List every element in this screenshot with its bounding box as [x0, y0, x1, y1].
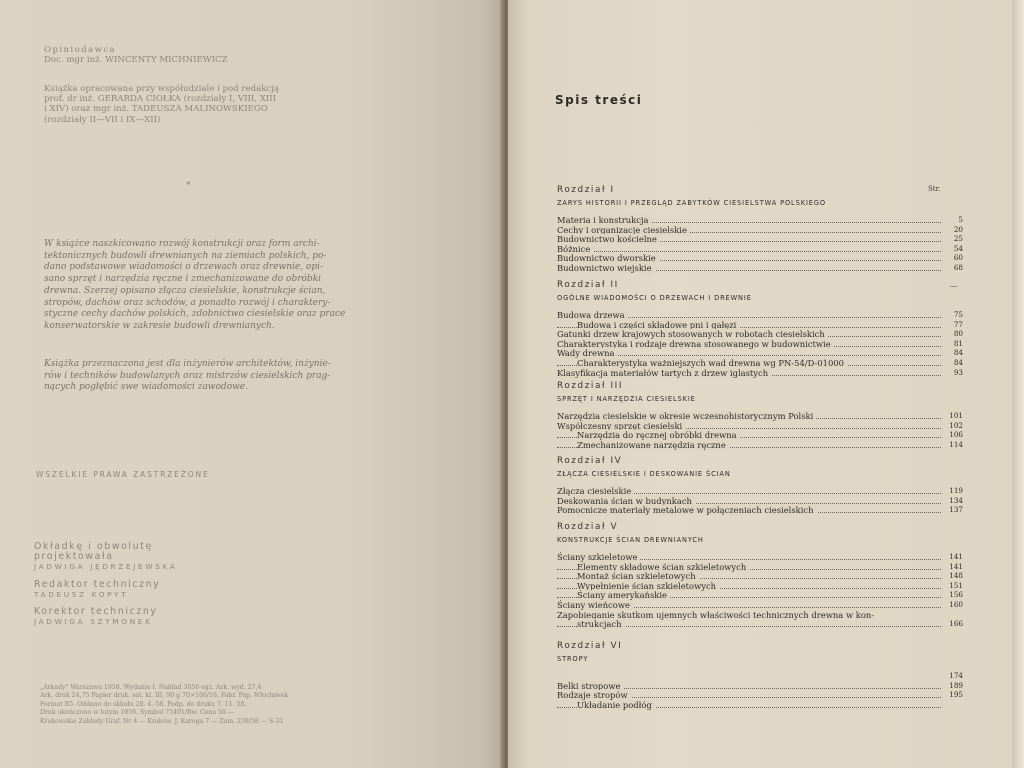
- chapter-title: SPRZĘT I NARZĘDZIA CIESIELSKIE: [557, 395, 696, 403]
- toc-entry-page: 174: [949, 671, 963, 680]
- credit-name: JADWIGA SZYMONEK: [34, 617, 153, 627]
- chapter-label: Rozdział VI: [557, 641, 623, 651]
- toc-entry-text: Narzędzia do ręcznej obróbki drewna: [577, 430, 740, 440]
- imprint-line: Format B5. Oddano do składu 28. 4. 58. Podp. do druku 7. 11. 58.: [40, 700, 247, 708]
- toc-entry-page: 102: [949, 420, 963, 430]
- editors-line: i XIV) oraz mgr inż. TADEUSZA MALINOWSKIEGO: [44, 104, 268, 115]
- toc-entry-text: Montaż ścian szkieletowych: [577, 571, 699, 581]
- toc-entry: [557, 619, 963, 629]
- toc-entry: [557, 552, 963, 562]
- toc-entry-page: 141: [949, 552, 963, 561]
- toc-entry: [557, 253, 963, 263]
- toc-entry-text: Zmechanizowane narzędzia ręczne: [577, 440, 729, 450]
- book-audience: [44, 359, 331, 394]
- chapter-label: Rozdział II: [557, 280, 619, 290]
- toc-entry-text: Budownictwo kościelne: [557, 234, 660, 244]
- toc-entry-page: 68: [953, 263, 963, 272]
- toc-entry: [557, 215, 963, 225]
- toc-entry: [557, 690, 963, 700]
- imprint-line: Druk ukończono w lutym 1959. Symbol 75401/Bw. Cena 50.—: [40, 709, 235, 717]
- toc-entry: [557, 329, 963, 339]
- credit-title: projektowała: [34, 551, 114, 563]
- toc-entry-text: Klasyfikacja materiałów tartych z drzew iglastych: [557, 368, 771, 378]
- toc-entry-text: Wypełnienie ścian szkieletowych: [577, 581, 719, 591]
- toc-entry-page: 60: [953, 253, 963, 263]
- toc-entry-text: Budownictwo wiejskie: [557, 263, 655, 273]
- toc-entry-text: Deskowania ścian w budynkach: [557, 496, 695, 506]
- toc-entry: [557, 571, 963, 581]
- toc-entry: [557, 358, 963, 368]
- description-line: tektonicznych budowli drewnianych na ziemiach polskich, po-: [44, 250, 327, 261]
- rights-reserved: WSZELKIE PRAWA ZASTRZEŻONE: [36, 470, 210, 479]
- reviewer-block: [44, 45, 228, 65]
- chapter-label: Rozdział IV: [557, 456, 623, 466]
- description-line: styczne cechy dachów polskich, zdobnictwo ciesielskie oraz prace: [44, 309, 346, 320]
- toc-entry-text: [557, 671, 560, 681]
- toc-entry: [557, 590, 963, 600]
- editors-line: (rozdziały II—VII i IX—XII): [44, 114, 161, 125]
- toc-entry-text: Belki stropowe: [557, 681, 623, 691]
- reviewer-label: Opiniodawca: [44, 45, 117, 55]
- toc-entry-page: 75: [953, 310, 963, 319]
- toc-entry-text: strukcjach: [577, 619, 625, 629]
- toc-entry-page: 114: [949, 439, 963, 449]
- toc-entry-page: 81: [953, 338, 963, 348]
- toc-entry: [557, 700, 963, 710]
- toc-entry-page: 160: [949, 600, 963, 609]
- toc-entry-text: Budowa drzewa: [557, 310, 628, 320]
- toc-entry-text: Zapobieganie skutkom ujemnych właściwości technicznych drewna w kon-: [557, 609, 875, 620]
- description-line: W książce naszkicowano rozwój konstrukcji oraz form archi-: [44, 239, 320, 249]
- toc-entry: [557, 310, 963, 320]
- description-line: sano sprzęt i narzędzia ręczne i zmechanizowane do obróbki: [44, 274, 322, 285]
- toc-entry-text: Bóżnice: [557, 244, 593, 254]
- toc-entry-text: Złącza ciesielskie: [557, 486, 634, 496]
- audience-line: rów i techników budowlanych oraz mistrzów ciesielskich prag-: [44, 370, 331, 381]
- toc-entry-page: 137: [949, 505, 963, 515]
- page-edge: [1012, 0, 1024, 768]
- toc-entry-page: 101: [949, 411, 963, 420]
- chapter-title: STROPY: [557, 655, 589, 663]
- reviewer-name: Doc. mgr inż. WINCENTY MICHNIEWICZ: [44, 55, 228, 66]
- toc-entry-text: Elementy składowe ścian szkieletowych: [577, 562, 749, 572]
- editors-block: [44, 84, 279, 125]
- chapter-title: KONSTRUKCJE ŚCIAN DREWNIANYCH: [557, 536, 704, 544]
- toc-entry: [557, 411, 963, 421]
- audience-line: Książka przeznaczona jest dla inżynierów architektów, inżynie-: [44, 359, 331, 369]
- toc-entry-page: 77: [953, 319, 963, 329]
- leader-dots: [557, 251, 941, 252]
- toc-entry: [557, 486, 963, 496]
- toc-title: Spis treści: [555, 93, 643, 107]
- toc-entry-page: 84: [953, 348, 963, 358]
- chapter-title: ZARYS HISTORII I PRZEGLĄD ZABYTKÓW CIESIELSTWA POLSKIEGO: [557, 199, 826, 207]
- imprint-block: [40, 684, 380, 726]
- toc-entry-page: 141: [949, 561, 963, 571]
- toc-entry-page: 80: [953, 329, 963, 339]
- page-column-label: Str.: [928, 185, 941, 193]
- toc-entry-page: 156: [949, 590, 963, 600]
- chapter-title: OGÓLNE WIADOMOŚCI O DRZEWACH I DREWNIE: [557, 294, 752, 302]
- toc-entry-text: Charakterystyka i rodzaje drewna stosowanego w budownictwie: [557, 339, 834, 349]
- credit-name: TADEUSZ KOPYT: [34, 589, 129, 599]
- toc-entry-page: 195: [949, 690, 963, 700]
- toc-entry-text: Budowa i części składowe pni i gałęzi: [577, 320, 739, 330]
- toc-entry-page: 106: [949, 430, 963, 440]
- toc-entry-page: 166: [949, 619, 963, 629]
- credits-block: [34, 542, 177, 634]
- editors-line: prof. dr inż. GERARDA CIOŁKA (rozdziały I, VIII, XIII: [44, 94, 277, 105]
- description-line: drewna. Szerzej opisano złącza ciesielskie, konstrukcje ścian,: [44, 285, 326, 296]
- toc-entry-page: 54: [953, 243, 963, 253]
- page-dash: —: [950, 281, 958, 290]
- description-line: dano podstawowe wiadomości o drzewach oraz drewnie, opi-: [44, 262, 324, 273]
- toc-entry-page: 148: [949, 571, 963, 581]
- book-description: [44, 239, 345, 333]
- toc-entry-text: Budownictwo dworskie: [557, 253, 659, 263]
- toc-entry: [557, 671, 963, 681]
- toc-entry: [557, 234, 963, 244]
- description-line: stropów, dachów oraz schodów, a ponadto rozwój i charaktery-: [44, 297, 331, 308]
- toc-entry-text: Pomocnicze materiały metalowe w połączeniach ciesielskich: [557, 505, 817, 515]
- description-line: konserwatorskie w zakresie budowli drewnianych.: [44, 320, 275, 331]
- toc-entry-text: Narzędzia ciesielskie w okresie wczesnohistorycznym Polski: [557, 411, 816, 421]
- toc-entry-text: Gatunki drzew krajowych stosowanych w robotach ciesielskich: [557, 329, 828, 339]
- toc-entry-page: 20: [953, 224, 963, 234]
- imprint-line: Krakowskie Zakłady Graf. Nr 4 — Kraków, J. Karoga 7 — Zam. 238/58 — S-31: [40, 717, 284, 725]
- toc-entry: [557, 430, 963, 440]
- toc-entry-page: 25: [953, 234, 963, 244]
- toc-entry-page: 93: [953, 367, 963, 377]
- credit-title: Okładkę i obwolutę: [34, 541, 153, 552]
- toc-entry: [557, 600, 963, 610]
- toc-entry-text: Ściany amerykańskie: [577, 590, 670, 600]
- toc-entry-page: 5: [958, 215, 963, 224]
- toc-entry-page: 84: [953, 358, 963, 367]
- separator-star: *: [186, 181, 191, 191]
- imprint-line: „Arkady" Warszawa 1958. Wydanie I. Nakład 3050 egz. Ark. wyd. 27,4: [40, 684, 262, 691]
- credit-title: Redaktor techniczny: [34, 578, 161, 590]
- toc-entry-page: 119: [949, 486, 963, 495]
- toc-entry-text: Ściany wieńcowe: [557, 600, 633, 610]
- toc-entry: [557, 263, 963, 273]
- toc-entry-text: Ściany szkieletowe: [557, 552, 640, 562]
- toc-entry-page: 151: [949, 580, 963, 590]
- audience-line: nących pogłębić swe wiadomości zawodowe.: [44, 382, 248, 393]
- editors-line: Książka opracowana przy współudziale i pod redakcją: [44, 84, 280, 94]
- toc-entry-text: Wady drewna: [557, 348, 618, 358]
- toc-entry: [557, 505, 963, 515]
- toc-entry: [557, 440, 963, 450]
- toc-entry: [557, 368, 963, 378]
- toc-entry-text: Układanie podłóg: [577, 700, 655, 710]
- toc-entry-text: Rodzaje stropów: [557, 690, 631, 700]
- toc-entry-text: Cechy i organizacje ciesielskie: [557, 225, 690, 235]
- chapter-title: ZŁĄCZA CIESIELSKIE I DESKOWANIE ŚCIAN: [557, 470, 731, 478]
- imprint-line: Ark. druk 24,75 Papier druk. sat. kl. III, 90 g 70×100/16. Fabr. Pap. Włocławek: [40, 692, 288, 700]
- left-page: [0, 0, 506, 768]
- toc-entry-text: Współczesny sprzęt ciesielski: [557, 421, 685, 431]
- toc-entry-text: Charakterystyka ważniejszych wad drewna wg PN-54/D-01000: [577, 358, 847, 368]
- chapter-label: Rozdział V: [557, 522, 619, 532]
- credit-title: Korektor techniczny: [34, 606, 158, 618]
- chapter-label: Rozdział III: [557, 381, 624, 391]
- credit-name: JADWIGA JĘDRZEJEWSKA: [34, 562, 178, 572]
- toc-entry-page: 134: [949, 495, 963, 505]
- toc-entry-page: 189: [949, 680, 963, 690]
- chapter-label: Rozdział I: [557, 185, 615, 195]
- toc-entry-text: Materia i konstrukcja: [557, 215, 652, 225]
- toc-entry: [557, 348, 963, 358]
